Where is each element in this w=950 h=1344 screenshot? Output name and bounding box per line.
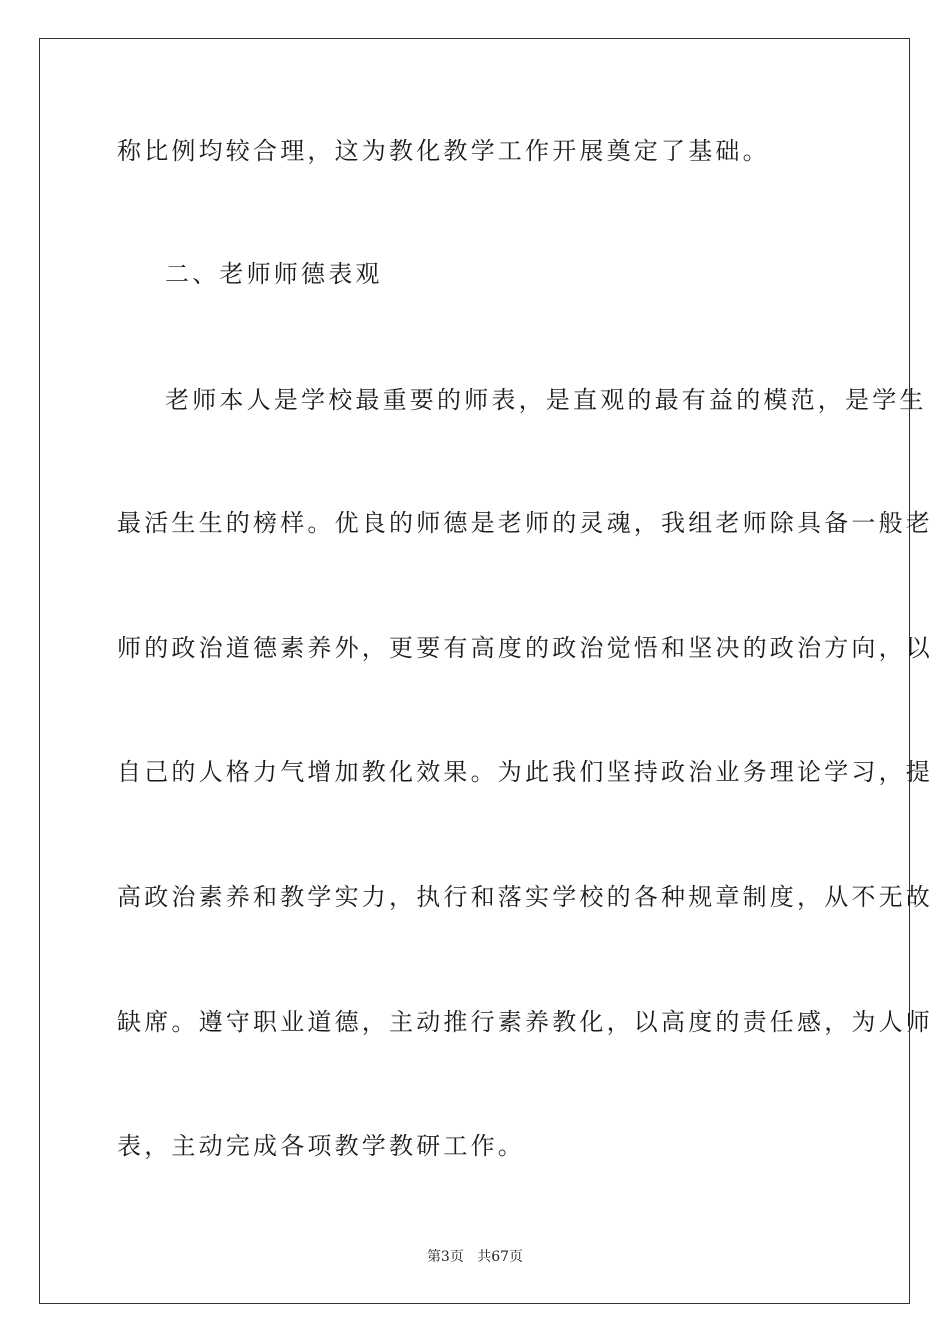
page-border — [39, 38, 910, 1304]
body-line-1: 称比例均较合理，这为教化教学工作开展奠定了基础。 — [117, 137, 770, 165]
paragraph-line-5: 高政治素养和教学实力，执行和落实学校的各种规章制度，从不无故 — [117, 883, 933, 911]
section-heading: 二、老师师德表观 — [165, 260, 383, 288]
paragraph-line-7: 表，主动完成各项教学教研工作。 — [117, 1132, 525, 1160]
paragraph-line-4: 自己的人格力气增加教化效果。为此我们坚持政治业务理论学习，提 — [117, 758, 933, 786]
paragraph-line-2: 最活生生的榜样。优良的师德是老师的灵魂，我组老师除具备一般老 — [117, 509, 933, 537]
page-total: 共67页 — [477, 1249, 524, 1265]
paragraph-line-6: 缺席。遵守职业道德，主动推行素养教化，以高度的责任感，为人师 — [117, 1008, 933, 1036]
paragraph-line-3: 师的政治道德素养外，更要有高度的政治觉悟和坚决的政治方向，以 — [117, 634, 933, 662]
paragraph-line-1: 老师本人是学校最重要的师表，是直观的最有益的模范，是学生 — [165, 386, 927, 414]
page-number: 第3页 — [426, 1249, 464, 1265]
page-footer — [0, 1248, 950, 1266]
